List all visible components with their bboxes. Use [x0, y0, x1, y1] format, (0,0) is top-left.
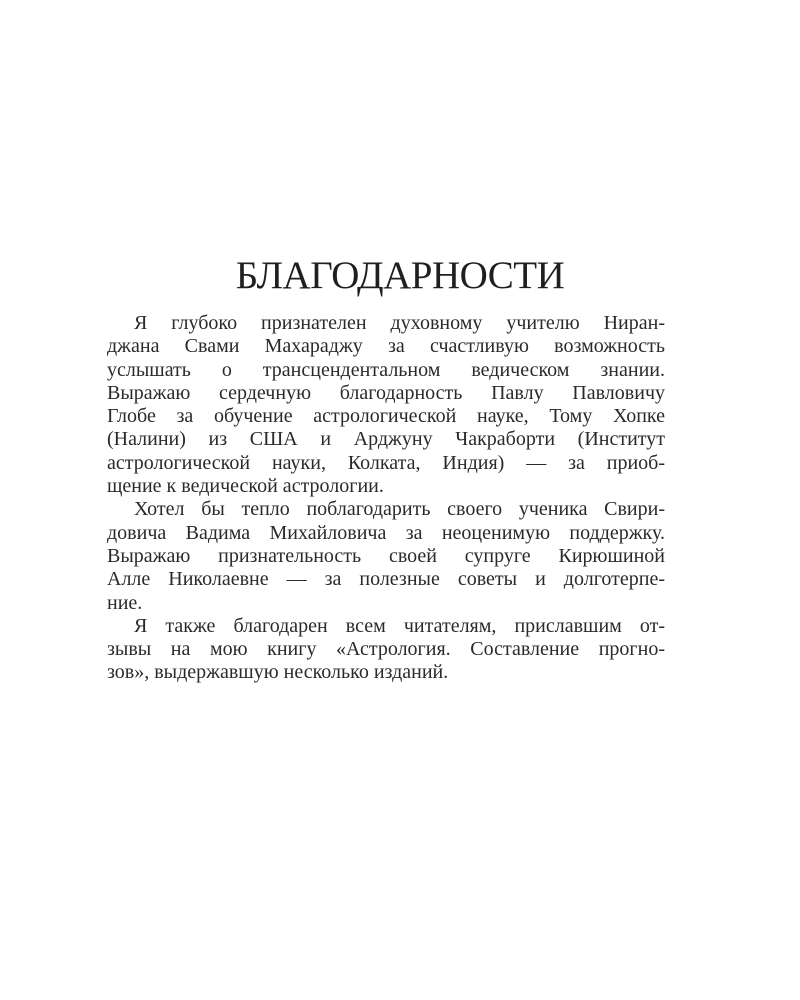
text-line: зов», выдержавшую несколько изданий. — [107, 661, 449, 684]
text-line: довича Вадима Михайловича за неоценимую поддержку. — [107, 521, 665, 544]
text-line: джана Свами Махараджу за счастливую возможность — [107, 335, 665, 358]
text-line: Выражаю признательность своей супруге Кирюшиной — [107, 544, 665, 567]
text-line: щение к ведической астрологии. — [107, 475, 384, 498]
paragraph — [107, 312, 665, 498]
text-line: ние. — [107, 591, 143, 614]
text-line: Я также благодарен всем читателям, приславшим от- — [134, 614, 665, 637]
paragraph — [107, 498, 665, 614]
text-line: Алле Николаевне — за полезные советы и долготерпе- — [107, 568, 665, 591]
text-line: Выражаю сердечную благодарность Павлу Павловичу — [107, 381, 665, 404]
text-line: зывы на мою книгу «Астрология. Составление прогно- — [107, 638, 665, 661]
text-line: астрологической науки, Колката, Индия) — за приоб- — [107, 451, 665, 474]
text-line: (Налини) из США и Арджуну Чакраборти (Институт — [107, 428, 665, 451]
text-line: Глобе за обучение астрологической науке, Тому Хопке — [107, 405, 665, 428]
page-title: БЛАГОДАРНОСТИ — [235, 254, 565, 297]
text-line: Хотел бы тепло поблагодарить своего ученика Свири- — [134, 498, 665, 521]
text-line: Я глубоко признателен духовному учителю Ниран- — [134, 312, 665, 334]
paragraph — [107, 615, 665, 685]
acknowledgements-text — [107, 312, 665, 685]
text-line: услышать о трансцендентальном ведическом знании. — [107, 358, 665, 381]
